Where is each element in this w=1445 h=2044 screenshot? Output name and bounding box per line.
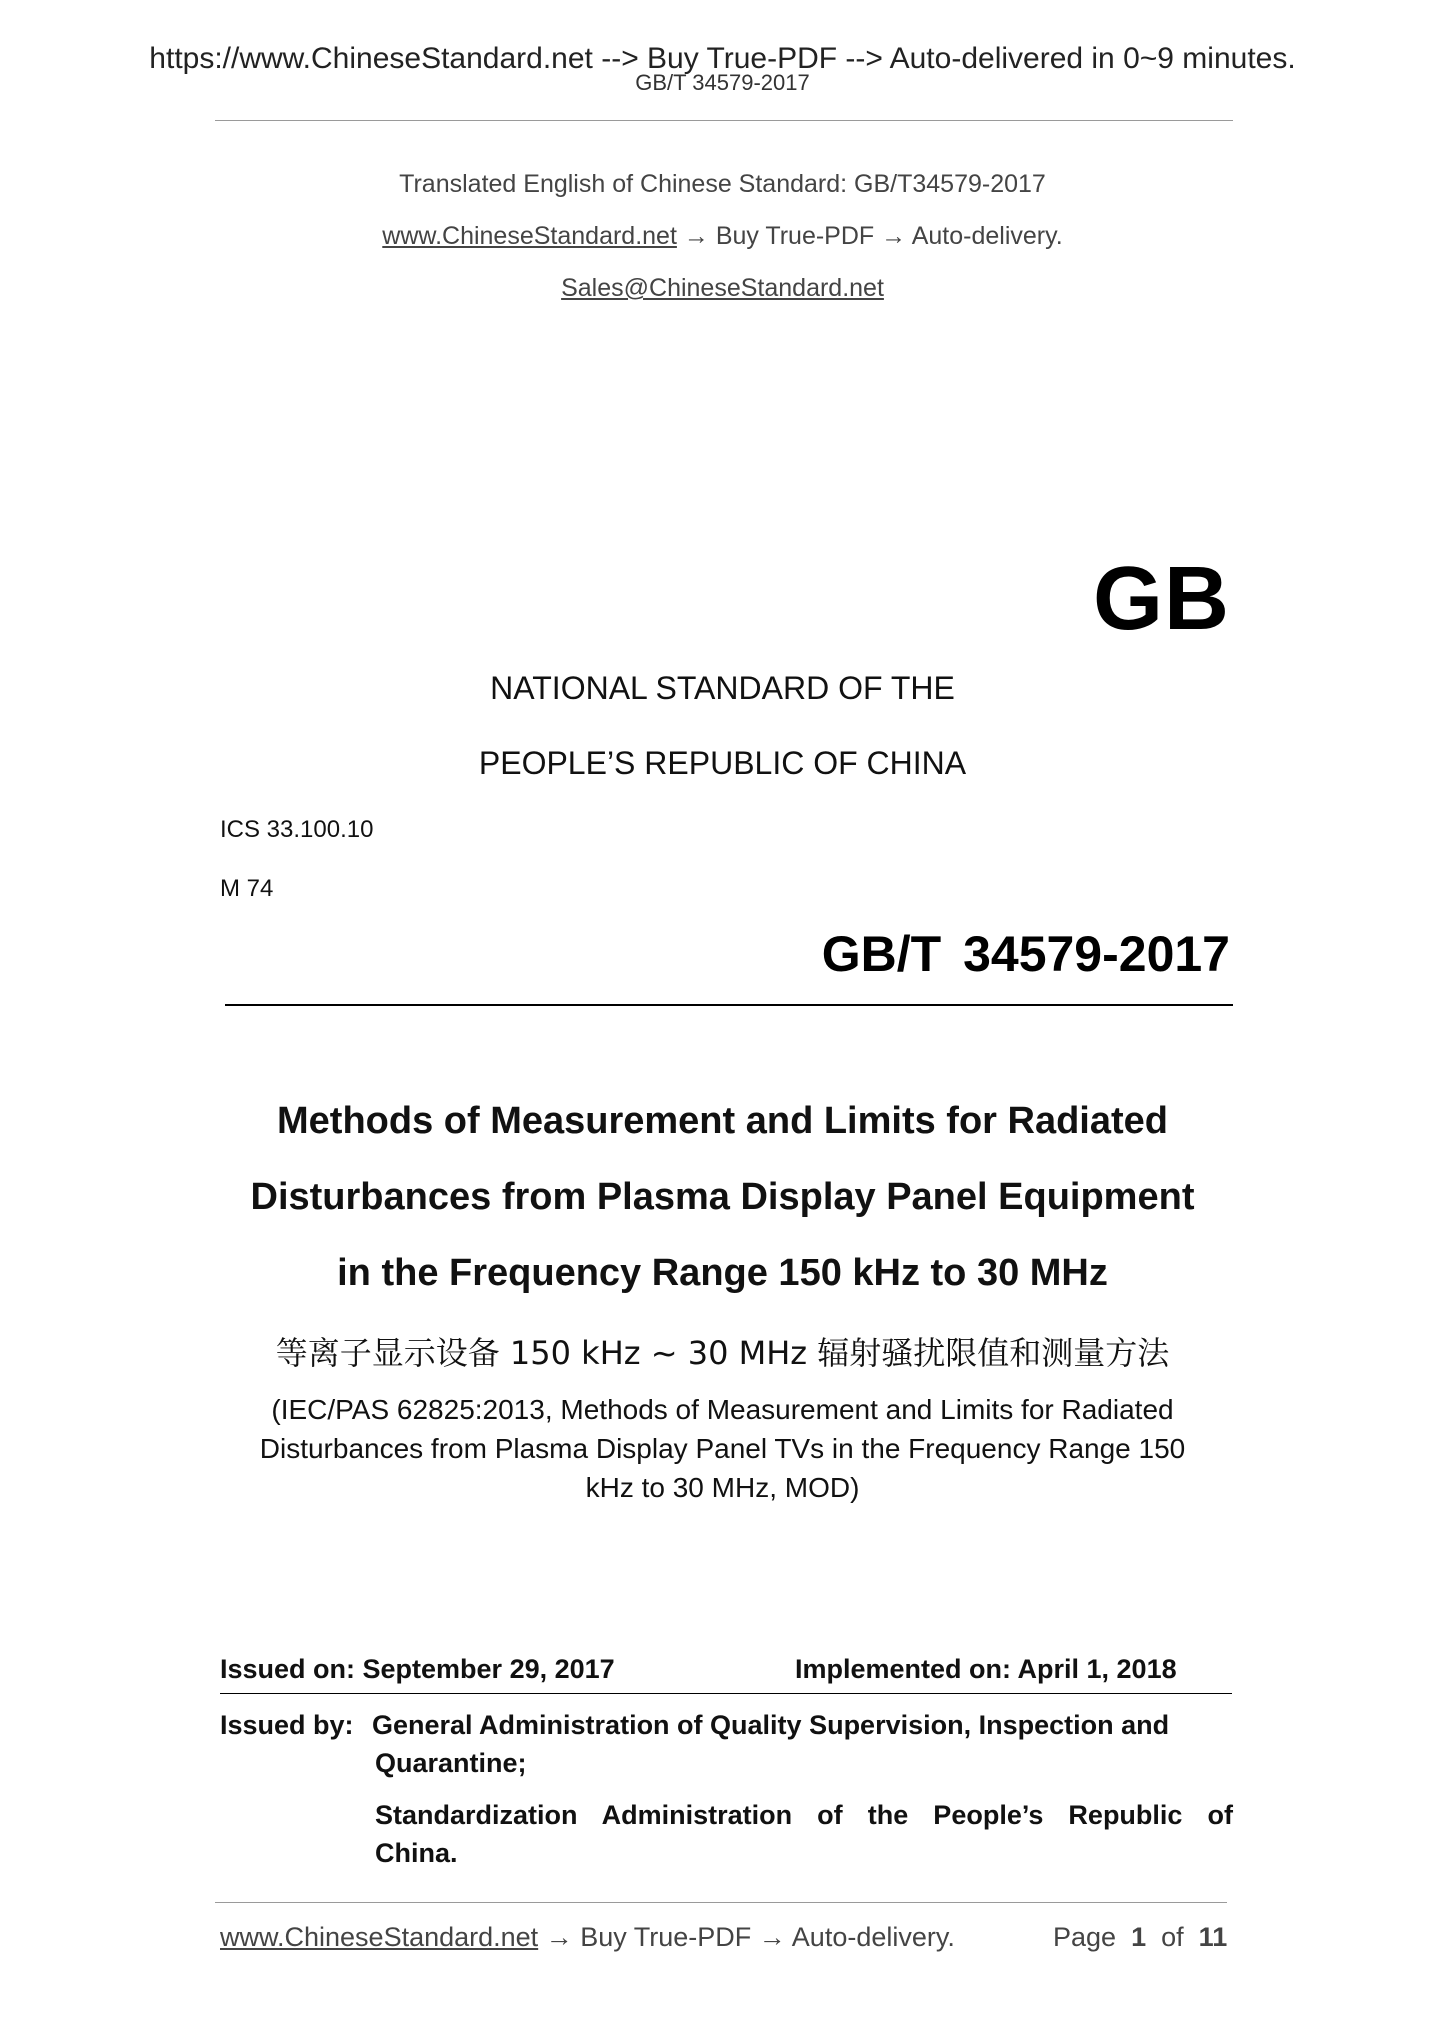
- iec-reference-line-1: (IEC/PAS 62825:2013, Methods of Measurement and Limits for Radiated: [271, 1394, 1174, 1425]
- ics-code: ICS 33.100.10: [220, 816, 374, 843]
- running-header-code: GB/T 34579-2017: [635, 70, 810, 95]
- national-standard-line1: NATIONAL STANDARD OF THE: [490, 670, 955, 706]
- sales-email-link[interactable]: Sales@ChineseStandard.net: [561, 274, 884, 302]
- page-total: 11: [1198, 1922, 1228, 1952]
- issuer-aqsiq-line-2: Quarantine;: [375, 1748, 527, 1778]
- page-of: of: [1161, 1922, 1184, 1952]
- footer-rule: [215, 1902, 1227, 1903]
- page-indicator: [1053, 1922, 1227, 1953]
- chinese-title: 等离子显示设备 150 kHz ~ 30 MHz 辐射骚扰限值和测量方法: [275, 1334, 1170, 1372]
- standard-code: GB/T 34579-2017: [821, 926, 1230, 982]
- ccs-code: M 74: [220, 875, 274, 902]
- footer-link-line: [220, 1922, 955, 1953]
- title-line-1: Methods of Measurement and Limits for Radiated: [277, 1100, 1168, 1142]
- gb-logo: GB: [1093, 549, 1230, 649]
- issue-dates-rule: [220, 1693, 1232, 1694]
- arrow-icon: →: [881, 222, 907, 250]
- issuer-sac: [375, 1796, 1233, 1872]
- auto-delivery-text: Auto-delivery.: [911, 222, 1063, 250]
- title-line-3: in the Frequency Range 150 kHz to 30 MHz: [337, 1252, 1108, 1294]
- footer-delivery-text: Auto-delivery.: [791, 1922, 955, 1952]
- issuer-aqsiq-line-1: General Administration of Quality Supervision, Inspection and: [372, 1710, 1170, 1740]
- translated-note: Translated English of Chinese Standard: GB/T34579-2017: [399, 170, 1046, 198]
- sales-email-line: [0, 274, 1445, 303]
- arrow-icon: →: [545, 1922, 573, 1952]
- page-label: Page: [1053, 1922, 1117, 1952]
- issue-dates-row: [220, 1654, 1230, 1685]
- buy-pdf-text: Buy True-PDF: [715, 222, 875, 250]
- implemented-on: Implemented on: April 1, 2018: [795, 1654, 1177, 1684]
- purchase-link-line: [0, 222, 1445, 251]
- top-banner[interactable]: https://www.ChineseStandard.net --> Buy True-PDF --> Auto-delivered in 0~9 minutes.: [149, 42, 1296, 75]
- title-divider: [225, 1004, 1233, 1006]
- issuer-aqsiq: [372, 1706, 1233, 1782]
- issued-by-label: Issued by:: [220, 1710, 354, 1740]
- iec-reference-line-3: kHz to 30 MHz, MOD): [585, 1472, 860, 1503]
- header-rule: [215, 120, 1233, 121]
- footer-site-link[interactable]: www.ChineseStandard.net: [220, 1922, 539, 1952]
- iec-reference: [0, 1390, 1445, 1507]
- issued-on: Issued on: September 29, 2017: [220, 1654, 615, 1684]
- title-line-2: Disturbances from Plasma Display Panel Equipment: [250, 1176, 1195, 1218]
- arrow-icon: →: [683, 222, 709, 250]
- arrow-icon: →: [758, 1922, 786, 1952]
- footer-buy-text: Buy True-PDF: [580, 1922, 752, 1952]
- issuer-sac-line-1: Standardization Administration of the People’s Republic of: [375, 1800, 1233, 1830]
- page-current: 1: [1131, 1922, 1147, 1952]
- issuer-sac-line-2: China.: [375, 1838, 458, 1868]
- national-standard-line2: PEOPLE’S REPUBLIC OF CHINA: [478, 745, 967, 781]
- site-link[interactable]: www.ChineseStandard.net: [382, 222, 677, 250]
- iec-reference-line-2: Disturbances from Plasma Display Panel TVs in the Frequency Range 150: [259, 1433, 1186, 1464]
